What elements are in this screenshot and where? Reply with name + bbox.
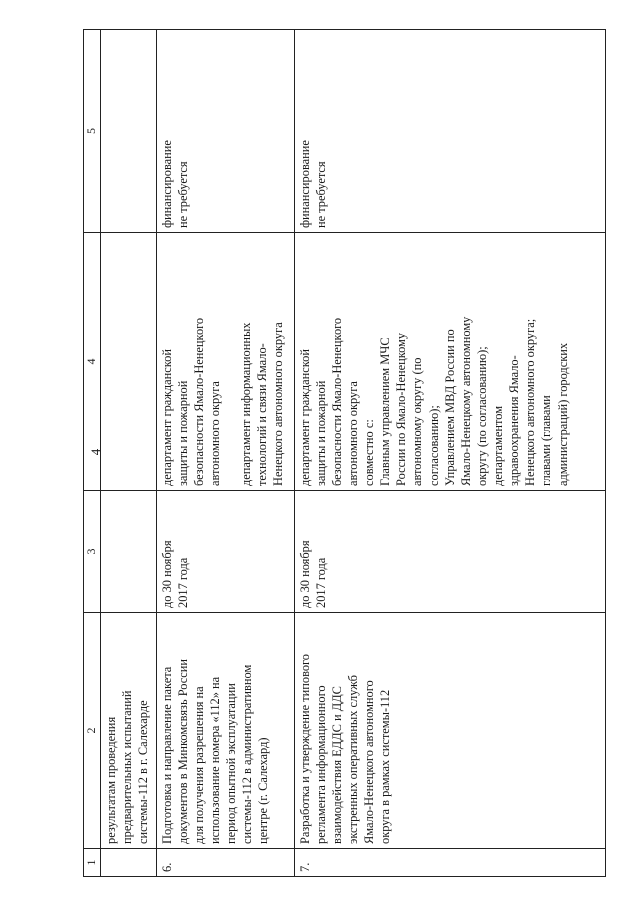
row-cont-finance bbox=[100, 30, 156, 233]
text-line: не требуется bbox=[313, 161, 328, 228]
text-line: 2017 года bbox=[313, 557, 328, 608]
text-line: до 30 ноября bbox=[159, 540, 174, 608]
text-line: округа в рамках системы-112 bbox=[378, 689, 393, 844]
text-line: Ямало-Ненецкому автономному bbox=[458, 316, 473, 486]
text-line: экстренных оперативных служб bbox=[345, 675, 360, 844]
row6-finance bbox=[156, 30, 294, 233]
text-line: Ненецкого автономного округа bbox=[271, 322, 286, 486]
text-line: департамент информационных bbox=[239, 322, 254, 486]
text-line: Подготовка и направление пакета bbox=[159, 666, 174, 844]
text-line: защиты и пожарной bbox=[313, 380, 328, 486]
text-line: 2017 года bbox=[175, 557, 190, 608]
row-cont-task bbox=[100, 613, 156, 849]
rotated-table-container bbox=[83, 30, 606, 877]
header-col-2: 2 bbox=[84, 613, 101, 849]
text-line: Разработка и утверждение типового bbox=[297, 654, 312, 844]
row7-task bbox=[294, 613, 605, 849]
row6-deadline bbox=[156, 491, 294, 613]
header-col-3: 3 bbox=[84, 491, 101, 613]
text-line: результатам проведения bbox=[103, 716, 118, 844]
table-row-continuation bbox=[100, 30, 156, 877]
row7-finance bbox=[294, 30, 605, 233]
text-line: до 30 ноября bbox=[297, 540, 312, 608]
text-line: департамент гражданской bbox=[297, 348, 312, 486]
text-line: системы-112 в административном bbox=[240, 664, 255, 844]
header-col-1: 1 bbox=[84, 849, 101, 877]
text-line: не требуется bbox=[175, 161, 190, 228]
text-line: технологий и связи Ямало- bbox=[255, 343, 270, 486]
table-header-row bbox=[84, 30, 101, 877]
text-line: администраций) городских bbox=[555, 342, 570, 486]
text-line: системы-112 в г. Салехарде bbox=[135, 700, 150, 844]
text-line: России по Ямало-Ненецкому bbox=[394, 332, 409, 486]
paragraph-gap bbox=[223, 237, 238, 486]
text-line: взаимодействия ЕДДС и ДДС bbox=[329, 686, 344, 844]
row-cont-num bbox=[100, 849, 156, 877]
text-line: Управлением МВД России по bbox=[442, 329, 457, 486]
text-line: безопасности Ямало-Ненецкого bbox=[191, 317, 206, 486]
header-col-4: 4 bbox=[84, 233, 101, 491]
row6-executors bbox=[156, 233, 294, 491]
text-line: для получения разрешения на bbox=[191, 686, 206, 844]
row7-deadline bbox=[294, 491, 605, 613]
row7-num: 7. bbox=[294, 849, 605, 877]
row-cont-executors bbox=[100, 233, 156, 491]
row7-executors bbox=[294, 233, 605, 491]
text-line: департамент гражданской bbox=[159, 348, 174, 486]
text-line: округу (по согласованию); bbox=[474, 346, 489, 486]
text-line: согласованию); bbox=[426, 405, 441, 486]
header-col-5: 5 bbox=[84, 30, 101, 233]
table-row-6 bbox=[156, 30, 294, 877]
text-line: автономному округу (по bbox=[410, 357, 425, 486]
text-line: предварительных испытаний bbox=[119, 690, 134, 844]
measures-table bbox=[83, 29, 606, 877]
text-line: использование номера «112» на bbox=[207, 676, 222, 844]
row6-task bbox=[156, 613, 294, 849]
text-line: финансирование bbox=[159, 140, 174, 228]
text-line: безопасности Ямало-Ненецкого bbox=[329, 317, 344, 486]
text-line: центре (г. Салехард) bbox=[256, 737, 271, 844]
text-line: совместно с: bbox=[362, 419, 377, 486]
text-line: здравоохранения Ямало- bbox=[507, 355, 522, 486]
row6-num: 6. bbox=[156, 849, 294, 877]
text-line: Главным управлением МЧС bbox=[378, 337, 393, 486]
text-line: финансирование bbox=[297, 140, 312, 228]
text-line: защиты и пожарной bbox=[175, 380, 190, 486]
text-line: автономного округа bbox=[345, 381, 360, 486]
text-line: главами (главами bbox=[539, 395, 554, 486]
text-line: период опытной эксплуатации bbox=[224, 683, 239, 844]
row-cont-deadline bbox=[100, 491, 156, 613]
text-line: регламента информационного bbox=[313, 685, 328, 844]
text-line: документов в Минкомсвязь России bbox=[175, 658, 190, 844]
text-line: Ямало-Ненецкого автономного bbox=[362, 680, 377, 844]
table-row-7 bbox=[294, 30, 605, 877]
text-line: Ненецкого автономного округа; bbox=[523, 318, 538, 486]
page-number: 4 bbox=[88, 448, 103, 456]
text-line: автономного округа bbox=[207, 381, 222, 486]
text-line: департаментом bbox=[491, 405, 506, 486]
